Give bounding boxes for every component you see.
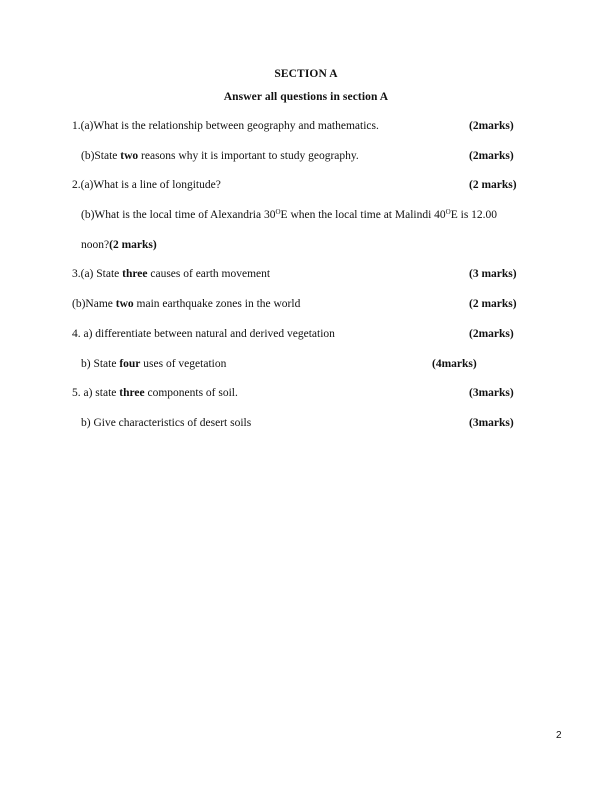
section-instruction: Answer all questions in section A — [223, 91, 389, 103]
question-4b-marks: (4marks) — [432, 358, 477, 370]
question-4a-marks: (2marks) — [469, 328, 514, 340]
question-2b: (b)What is the local time of Alexandria $30^OE$ when the local time at Malindi $40^OE$ is 12.00 — [81, 208, 498, 221]
question-5a-marks: (3marks) — [469, 387, 514, 399]
question-2a: 2.(a)What is a line of longitude? — [72, 179, 221, 191]
question-3a: 3.(a) State three causes of earth movement — [72, 268, 271, 280]
section-title: SECTION A — [274, 68, 338, 80]
question-1b: (b)State two reasons why it is important to study geography. — [81, 150, 359, 162]
question-2b-continued: noon?(2 marks) — [81, 239, 157, 251]
question-1a-marks: (2marks) — [469, 120, 514, 132]
question-2a-marks: (2 marks) — [469, 179, 517, 191]
question-3b-marks: (2 marks) — [469, 298, 517, 310]
question-5b: b) Give characteristics of desert soils — [81, 417, 252, 429]
question-3b: (b)Name two main earthquake zones in the world — [72, 298, 301, 310]
question-1a: 1.(a)What is the relationship between geography and mathematics. — [72, 120, 379, 132]
question-1b-marks: (2marks) — [469, 150, 514, 162]
question-4b: b) State four uses of vegetation — [81, 358, 227, 370]
question-4a: 4. a) differentiate between natural and derived vegetation — [72, 328, 335, 340]
page-number: 2 — [556, 730, 562, 741]
question-2b-marks: (2 marks) — [109, 239, 157, 251]
question-5b-marks: (3marks) — [469, 417, 514, 429]
question-5a: 5. a) state three components of soil. — [72, 387, 238, 399]
question-3a-marks: (3 marks) — [469, 268, 517, 280]
